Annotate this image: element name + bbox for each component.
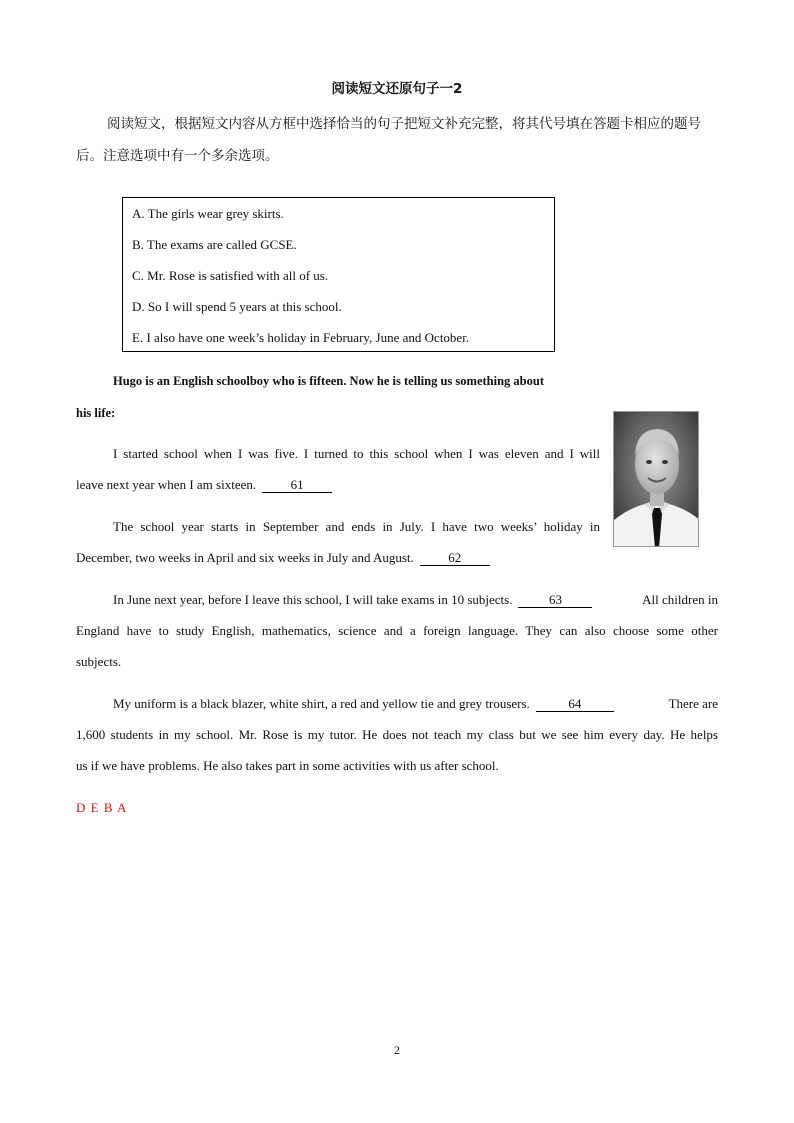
instructions-line-2: 后。注意选项中有一个多余选项。 xyxy=(76,148,279,164)
paragraph-4-line-2: 1,600 students in my school. Mr. Rose is my tutor. He does not teach my class but we see him every day. He helps xyxy=(76,727,718,742)
page-title: 阅读短文还原句子一2 xyxy=(331,81,463,97)
paragraph-3-line-1 xyxy=(113,592,718,608)
blank-62: 62 xyxy=(420,551,490,566)
intro-line-2: his life: xyxy=(76,406,116,420)
paragraph-2-line-1: The school year starts in September and ends in July. I have two weeks’ holiday in xyxy=(113,519,600,534)
blank-63: 63 xyxy=(518,593,592,608)
page-number: 2 xyxy=(394,1043,400,1057)
options-box xyxy=(122,197,555,352)
schoolboy-photo xyxy=(613,411,699,547)
paragraph-2-text: December, two weeks in April and six weeks in July and August. xyxy=(76,550,414,565)
option-b: B. The exams are called GCSE. xyxy=(132,237,297,252)
option-e: E. I also have one week’s holiday in February, June and October. xyxy=(132,330,470,345)
paragraph-4-text-a: My uniform is a black blazer, white shirt, a red and yellow tie and grey trousers. xyxy=(113,696,530,711)
option-d: D. So I will spend 5 years at this school. xyxy=(132,299,342,314)
paragraph-4-text-b: There are xyxy=(668,696,718,711)
paragraph-4-line-1 xyxy=(113,696,718,712)
paragraph-3-text-a: In June next year, before I leave this school, I will take exams in 10 subjects. xyxy=(113,592,513,607)
paragraph-3-line-2: England have to study English, mathematics, science and a foreign language. They can also choose some other xyxy=(76,623,718,638)
paragraph-1-text: leave next year when I am sixteen. xyxy=(76,477,257,492)
answer-key: D E B A xyxy=(76,800,128,815)
instructions-line-1: 阅读短文，根据短文内容从方框中选择恰当的句子把短文补充完整，将其代号填在答题卡相应的题号 xyxy=(107,116,701,132)
paragraph-4-line-3: us if we have problems. He also takes part in some activities with us after school. xyxy=(76,758,499,773)
option-a: A. The girls wear grey skirts. xyxy=(132,206,284,221)
paragraph-1-line-2 xyxy=(76,477,332,493)
blank-64: 64 xyxy=(536,697,614,712)
paragraph-2-line-2 xyxy=(76,550,490,566)
paragraph-3-line-3: subjects. xyxy=(76,654,122,669)
blank-61: 61 xyxy=(262,478,332,493)
option-c: C. Mr. Rose is satisfied with all of us. xyxy=(132,268,329,283)
paragraph-3-text-b: All children in xyxy=(642,592,718,607)
paragraph-1-line-1: I started school when I was five. I turned to this school when I was eleven and I will xyxy=(113,446,600,461)
intro-line-1: Hugo is an English schoolboy who is fifteen. Now he is telling us something about xyxy=(113,374,544,388)
